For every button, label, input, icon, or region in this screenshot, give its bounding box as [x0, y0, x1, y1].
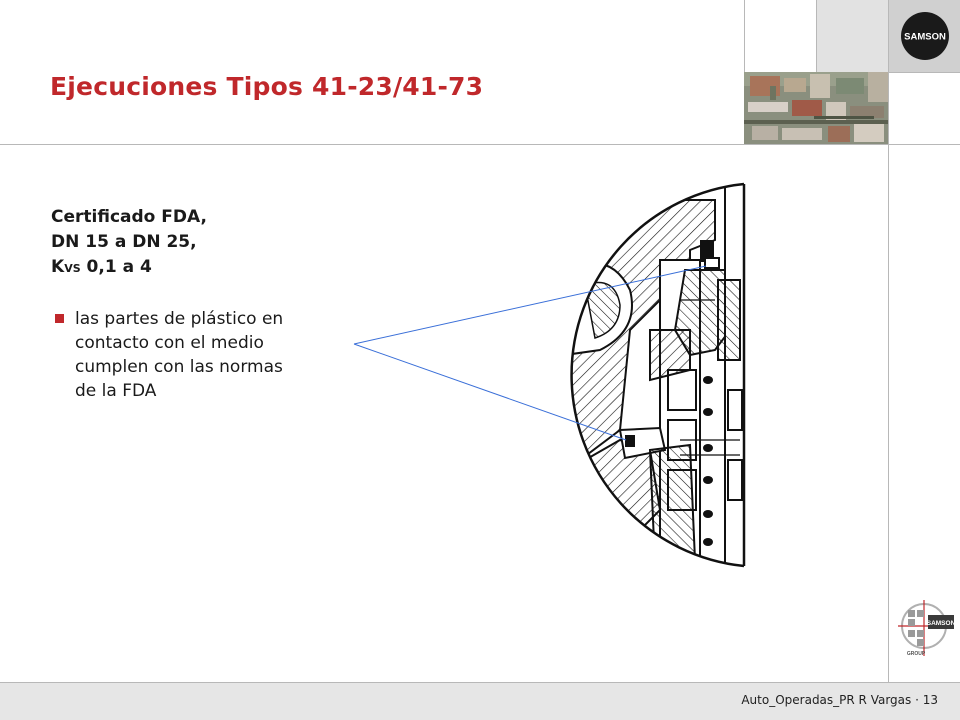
- valve-cross-section-drawing: [540, 180, 755, 570]
- header-divider: [0, 144, 960, 145]
- bullet-text: las partes de plástico en contacto con el medio cumplen con las normas de la FDA: [75, 309, 284, 401]
- kvs-range: 0,1 a 4: [80, 257, 152, 277]
- footer-text: Auto_Operadas_PR R Vargas · 13: [741, 693, 938, 707]
- vertical-divider: [888, 0, 889, 720]
- header-grid-divider: [816, 0, 817, 72]
- group-logo-sub: GROUP: [906, 651, 926, 657]
- samson-logo: [900, 11, 950, 61]
- factory-aerial-photo: [744, 72, 888, 144]
- spec-block: [51, 205, 207, 281]
- kvs-k: K: [51, 257, 65, 277]
- slide-title: Ejecuciones Tipos 41-23/41-73: [50, 72, 484, 101]
- group-logo-text: SAMSON: [926, 620, 956, 627]
- header-grid-cell: [816, 0, 888, 72]
- kvs-subscript: VS: [64, 262, 81, 275]
- samson-group-logo: [896, 598, 956, 660]
- header-grid-cell: [744, 0, 816, 72]
- spec-line-kvs: [51, 255, 207, 281]
- samson-logo-text: SAMSON: [904, 31, 946, 43]
- bullet-square-icon: [55, 314, 64, 323]
- spec-line-dn: DN 15 a DN 25,: [51, 232, 197, 252]
- bullet-item: [55, 307, 355, 403]
- spec-line-certificate: Certificado FDA,: [51, 207, 207, 227]
